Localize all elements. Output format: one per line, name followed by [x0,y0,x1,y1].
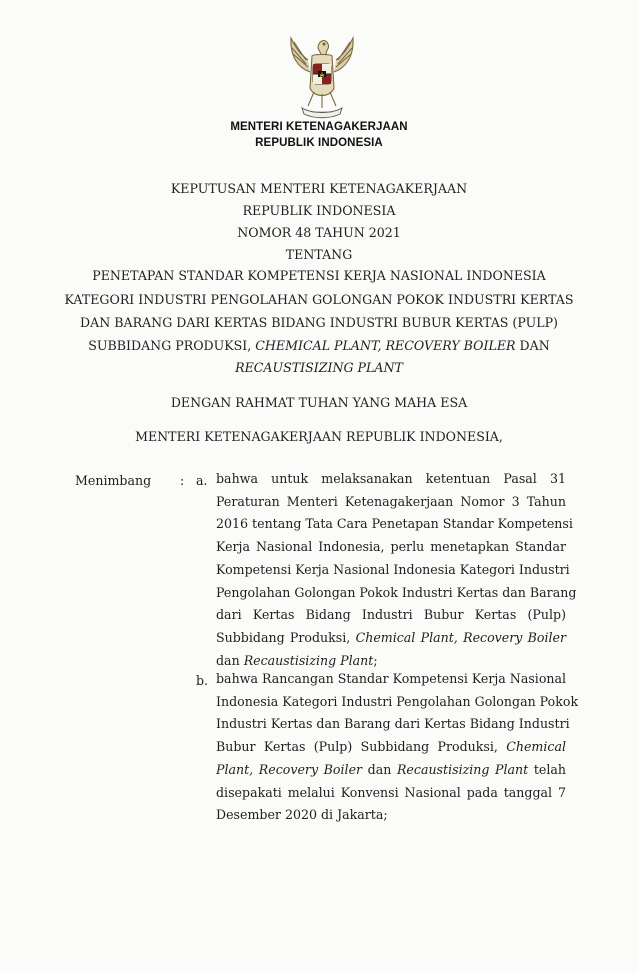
decree-subject-line: DAN BARANG DARI KERTAS BIDANG INDUSTRI BUBUR KERTAS (PULP) [80,315,558,330]
paragraph-line: bahwa untuk melaksanakan ketentuan Pasal 31 [216,471,566,486]
line-text: Bubur Kertas (Pulp) Subbidang Produksi, [216,739,507,755]
decree-about: TENTANG [285,247,353,262]
paragraph-line: 2016 tentang Tata Cara Penetapan Standar Kompetensi [216,516,573,532]
minister-heading: MENTERI KETENAGAKERJAAN REPUBLIK INDONESIA, [135,429,503,444]
decree-subject-line [0,338,638,354]
paragraph-line: Kompetensi Kerja Nasional Indonesia Kategori Industri [216,561,570,577]
paragraph-line: dari Kertas Bidang Industri Bubur Kertas (Pulp) [216,607,566,623]
paragraph-line [216,627,566,650]
ministry-name: MENTERI KETENAGAKERJAAN [230,121,408,133]
paragraph-line: disepakati melalui Konvensi Nasional pada tanggal 7 [216,784,566,800]
paragraph-line: Pengolahan Golongan Pokok Industri Kertas dan Barang [216,584,577,600]
paragraph-line [216,736,566,759]
paragraph-line: Peraturan Menteri Ketenagakerjaan Nomor 3 Tahun [216,493,566,509]
paragraph-line: Kerja Nasional Indonesia, perlu menetapkan Standar [216,539,566,555]
paragraph-line: Indonesia Kategori Industri Pengolahan Golongan Pokok [216,693,579,709]
garuda-emblem-icon [282,26,362,122]
menimbang-label: Menimbang [75,473,152,488]
line-text: Subbidang Produksi, [216,629,356,645]
line-text: telah [528,761,567,777]
line-text: dan [362,761,397,777]
item-b-text [216,668,579,827]
menimbang-colon: : [180,473,185,488]
subject-text: SUBBIDANG PRODUKSI, [88,338,256,353]
line-italic-text: Plant, Recovery Boiler [216,761,363,777]
line-italic-text: Recaustisizing Plant [243,652,374,668]
paragraph-line: bahwa Rancangan Standar Kompetensi Kerja Nasional [216,671,567,686]
item-a-text [216,468,577,672]
ministry-country: REPUBLIK INDONESIA [255,137,383,149]
item-b-letter: b. [196,673,209,688]
decree-country: REPUBLIK INDONESIA [242,203,396,218]
paragraph-line: Desember 2020 di Jakarta; [216,807,388,823]
line-italic-text: Chemical Plant, Recovery Boiler [355,629,567,645]
decree-number: NOMOR 48 TAHUN 2021 [237,225,401,240]
decree-subject-line: KATEGORI INDUSTRI PENGOLAHAN GOLONGAN POKOK INDUSTRI KERTAS [64,292,574,307]
blessing: DENGAN RAHMAT TUHAN YANG MAHA ESA [170,395,468,410]
line-text: ; [373,652,378,668]
line-italic-text: Chemical [506,739,566,755]
paragraph-line [216,759,566,782]
subject-italic-text: CHEMICAL PLANT, RECOVERY BOILER [255,338,516,353]
line-italic-text: Recaustisizing Plant [396,761,529,777]
paragraph-line: Industri Kertas dan Barang dari Kertas Bidang Industri [216,716,570,732]
decree-title: KEPUTUSAN MENTERI KETENAGAKERJAAN [170,181,468,196]
line-text: dan [216,652,244,668]
item-a-letter: a. [196,473,208,488]
decree-subject-line: PENETAPAN STANDAR KOMPETENSI KERJA NASIONAL INDONESIA [92,268,546,283]
decree-subject-line: RECAUSTISIZING PLANT [235,360,403,375]
subject-text: DAN [515,338,550,353]
